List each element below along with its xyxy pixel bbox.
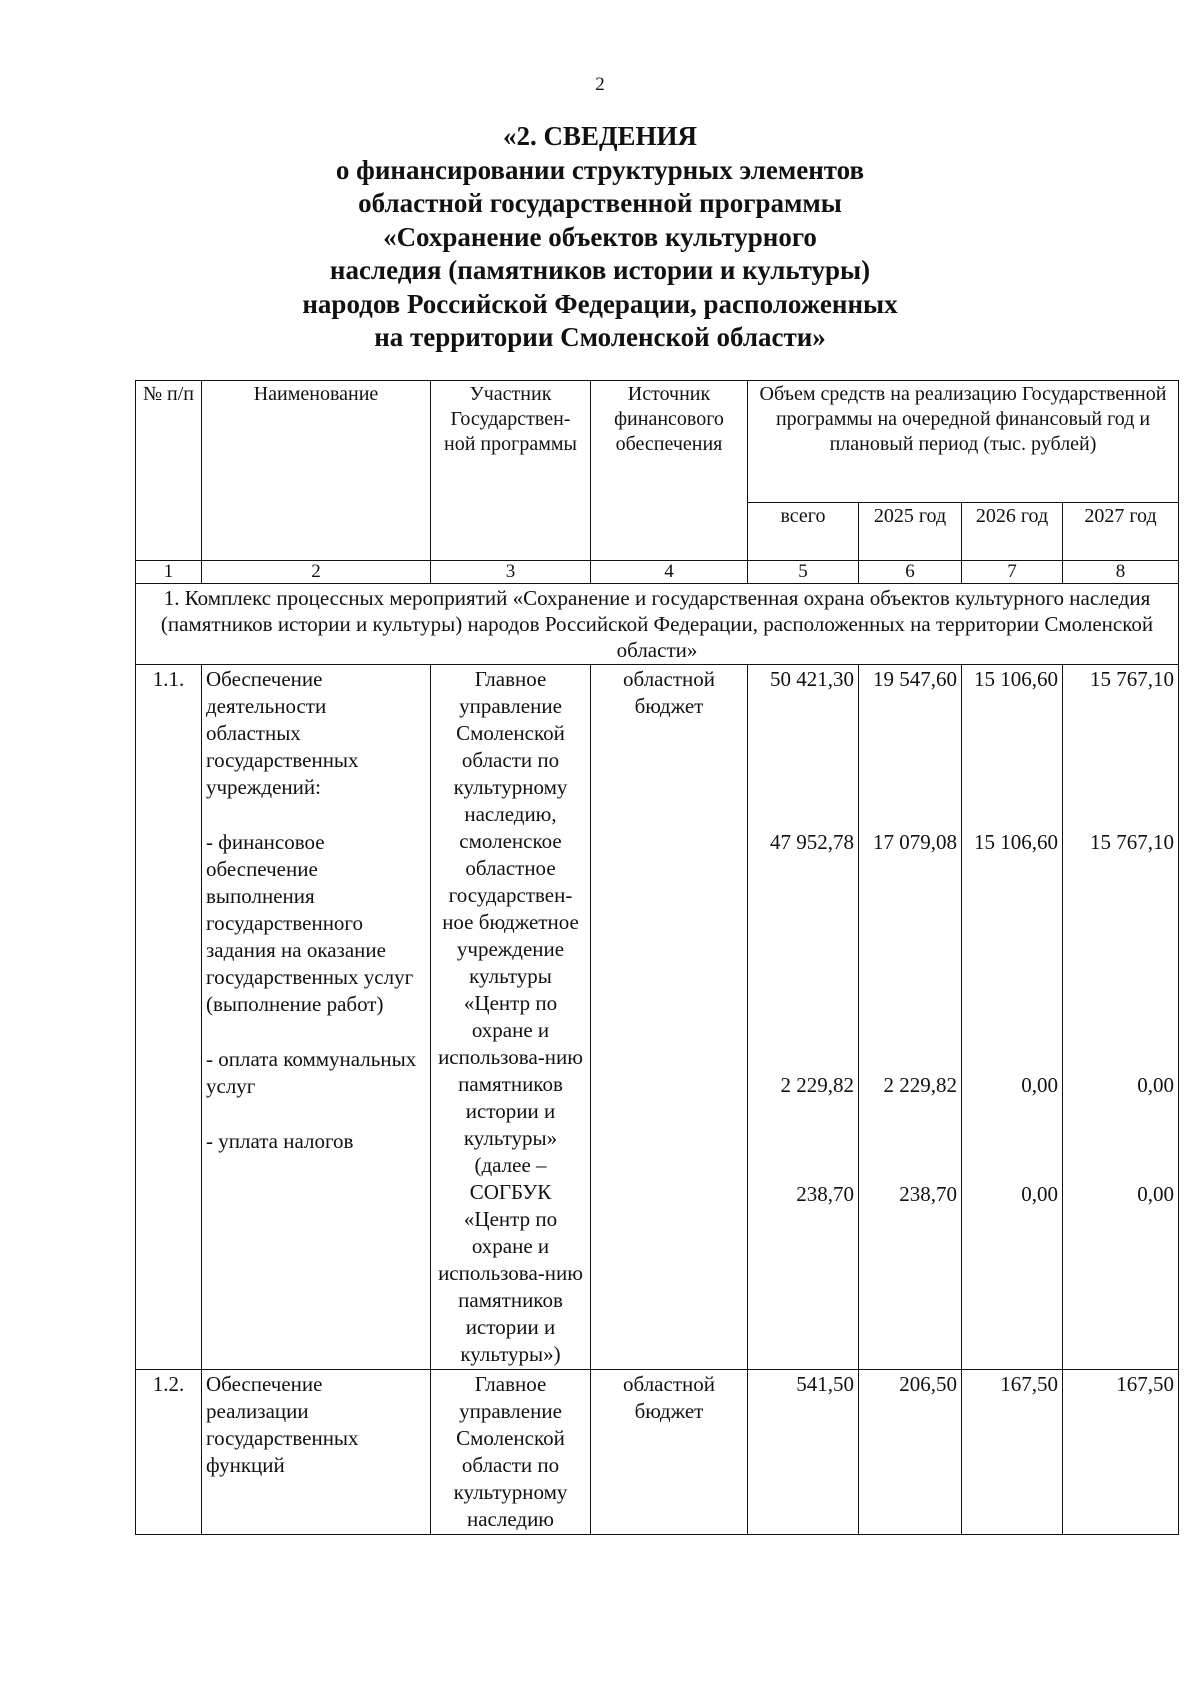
header-num: № п/п: [136, 381, 202, 561]
page-number: 2: [595, 74, 605, 95]
row-2026-cell: [962, 665, 1063, 1370]
header-year-2025: 2025 год: [859, 503, 962, 561]
row-number: 1.2.: [136, 1370, 202, 1535]
row-subitem-name: - уплата налогов: [206, 1129, 354, 1153]
header-participant: Участник Государствен-ной программы: [431, 381, 591, 561]
title-line: на территории Смоленской области»: [374, 322, 826, 352]
row-name: Обеспечение реализации государственных функций: [202, 1370, 431, 1535]
value-2025: 238,70: [899, 1182, 957, 1206]
value-total: 47 952,78: [770, 830, 854, 854]
value-2027: 0,00: [1137, 1182, 1175, 1206]
row-participant: Главное управление Смоленской области по культурному наследию: [431, 1370, 591, 1535]
row-subitem-name: - оплата коммунальных услуг: [206, 1047, 417, 1098]
title-line: областной государственной программы: [358, 188, 842, 218]
row-number: 1.1.: [136, 665, 202, 1370]
financing-table: [135, 380, 1179, 1535]
header-year-2027: 2027 год: [1063, 503, 1179, 561]
title-line: народов Российской Федерации, расположенных: [302, 288, 898, 319]
row-2025-cell: [859, 665, 962, 1370]
col-number: 6: [859, 561, 962, 584]
header-year-2026: 2026 год: [962, 503, 1063, 561]
row-2027-cell: [1063, 665, 1179, 1370]
col-number: 7: [962, 561, 1063, 584]
value-2027: 0,00: [1137, 1073, 1175, 1097]
col-number: 5: [748, 561, 859, 584]
value-2027: 15 767,10: [1090, 830, 1175, 854]
row-source: областной бюджет: [591, 1370, 748, 1535]
value-2026: 15 106,60: [974, 830, 1058, 854]
row-name: Обеспечение деятельности областных государственных учреждений:: [206, 667, 359, 799]
section-title: 1. Комплекс процессных мероприятий «Сохранение и государственная охрана объектов культурного наследия (памятников истории и культуры) народов Российской Федерации, расположенных на территории Смоленской области»: [136, 584, 1179, 665]
value-2025: 19 547,60: [873, 667, 957, 691]
title-line: «Сохранение объектов культурного: [383, 221, 817, 252]
row-total-cell: [748, 665, 859, 1370]
col-number: 1: [136, 561, 202, 584]
value-2025: 17 079,08: [873, 830, 957, 854]
document-title: [0, 120, 1200, 355]
value-total: 238,70: [796, 1182, 854, 1206]
value-2025: 2 229,82: [883, 1073, 957, 1097]
value-2025: 206,50: [859, 1370, 962, 1535]
header-total: всего: [748, 503, 859, 561]
row-source: областной бюджет: [591, 665, 748, 1370]
header-volume: Объем средств на реализацию Государственной программы на очередной финансовый год и плановый период (тыс. рублей): [748, 381, 1179, 503]
col-number: 4: [591, 561, 748, 584]
table-row: [136, 1370, 1179, 1535]
value-total: 50 421,30: [770, 667, 854, 691]
value-2026: 0,00: [1021, 1073, 1058, 1097]
value-2026: 167,50: [962, 1370, 1063, 1535]
title-line: наследия (памятников истории и культуры): [329, 255, 871, 285]
row-participant: Главное управление Смоленской области по культурному наследию, смоленское областное государствен-ное бюджетное учреждение культуры «Центр по охране и использова-нию памятников истории и культуры» (далее – СОГБУК «Центр по охране и использова-нию памятников истории и культуры»): [431, 665, 591, 1370]
value-total: 2 229,82: [780, 1073, 854, 1097]
header-source: Источник финансового обеспечения: [591, 381, 748, 561]
table-row: [136, 665, 1179, 1370]
value-2026: 0,00: [1021, 1182, 1058, 1206]
value-total: 541,50: [748, 1370, 859, 1535]
row-subitem-name: - финансовое обеспечение выполнения государственного задания на оказание государственных услуг (выполнение работ): [206, 830, 414, 1016]
col-number: 2: [202, 561, 431, 584]
value-2027: 167,50: [1063, 1370, 1179, 1535]
value-2027: 15 767,10: [1090, 667, 1175, 691]
col-number: 3: [431, 561, 591, 584]
row-name-cell: [202, 665, 431, 1370]
title-line: «2. СВЕДЕНИЯ: [502, 121, 698, 151]
title-line: о финансировании структурных элементов: [335, 154, 865, 185]
col-number: 8: [1063, 561, 1179, 584]
value-2026: 15 106,60: [974, 667, 1058, 691]
header-name: Наименование: [202, 381, 431, 561]
